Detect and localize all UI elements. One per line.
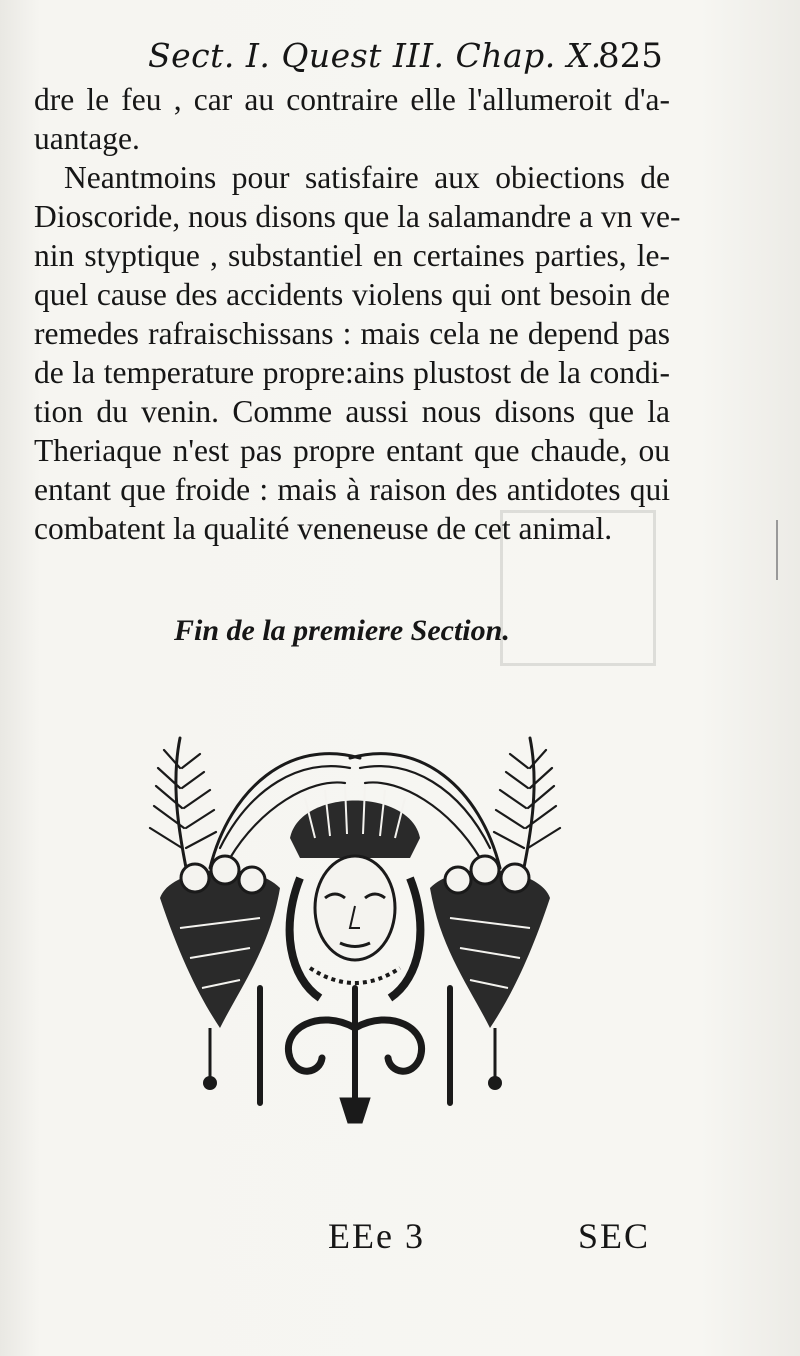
- left-palm-frond: [150, 738, 216, 888]
- body-text: [34, 80, 681, 548]
- central-mask: [290, 786, 421, 998]
- right-palm-frond: [494, 738, 560, 888]
- scroll-base: [260, 988, 450, 1123]
- tailpiece-ornament-icon: [140, 728, 570, 1138]
- text-line: Dioscoride, nous disons que la salamandre a vn ve-: [34, 199, 681, 234]
- text-line: remedes rafraischissans : mais cela ne depend pas: [34, 316, 670, 351]
- text-line: uantage.: [34, 121, 140, 156]
- running-head: Sect. I. Quest III. Chap. X.: [148, 36, 602, 75]
- page-header: [0, 36, 800, 86]
- text-line: nin styptique , substantiel en certaines parties, le-: [34, 238, 670, 273]
- page-footer: [0, 1215, 800, 1275]
- text-line: Neantmoins pour satisfaire aux obiections de: [64, 160, 670, 195]
- text-line: tion du venin. Comme aussi nous disons que la: [34, 394, 670, 429]
- signature-mark: EEe 3: [328, 1216, 425, 1256]
- page-number: 825: [598, 36, 663, 76]
- text-line: combatent la qualité veneneuse de cet animal.: [34, 511, 613, 546]
- text-line: dre le feu , car au contraire elle l'allumeroit d'a-: [34, 82, 670, 117]
- text-line: de la temperature propre:ains plustost de la condi-: [34, 355, 670, 390]
- section-end-heading: Fin de la premiere Section.: [174, 614, 510, 647]
- text-line: Theriaque n'est pas propre entant que chaude, ou: [34, 433, 670, 468]
- text-line: entant que froide : mais à raison des antidotes qui: [34, 472, 670, 507]
- catchword: SEC: [578, 1216, 651, 1256]
- page-edge-mark: [776, 520, 778, 580]
- text-line: quel cause des accidents violens qui ont besoin de: [34, 277, 670, 312]
